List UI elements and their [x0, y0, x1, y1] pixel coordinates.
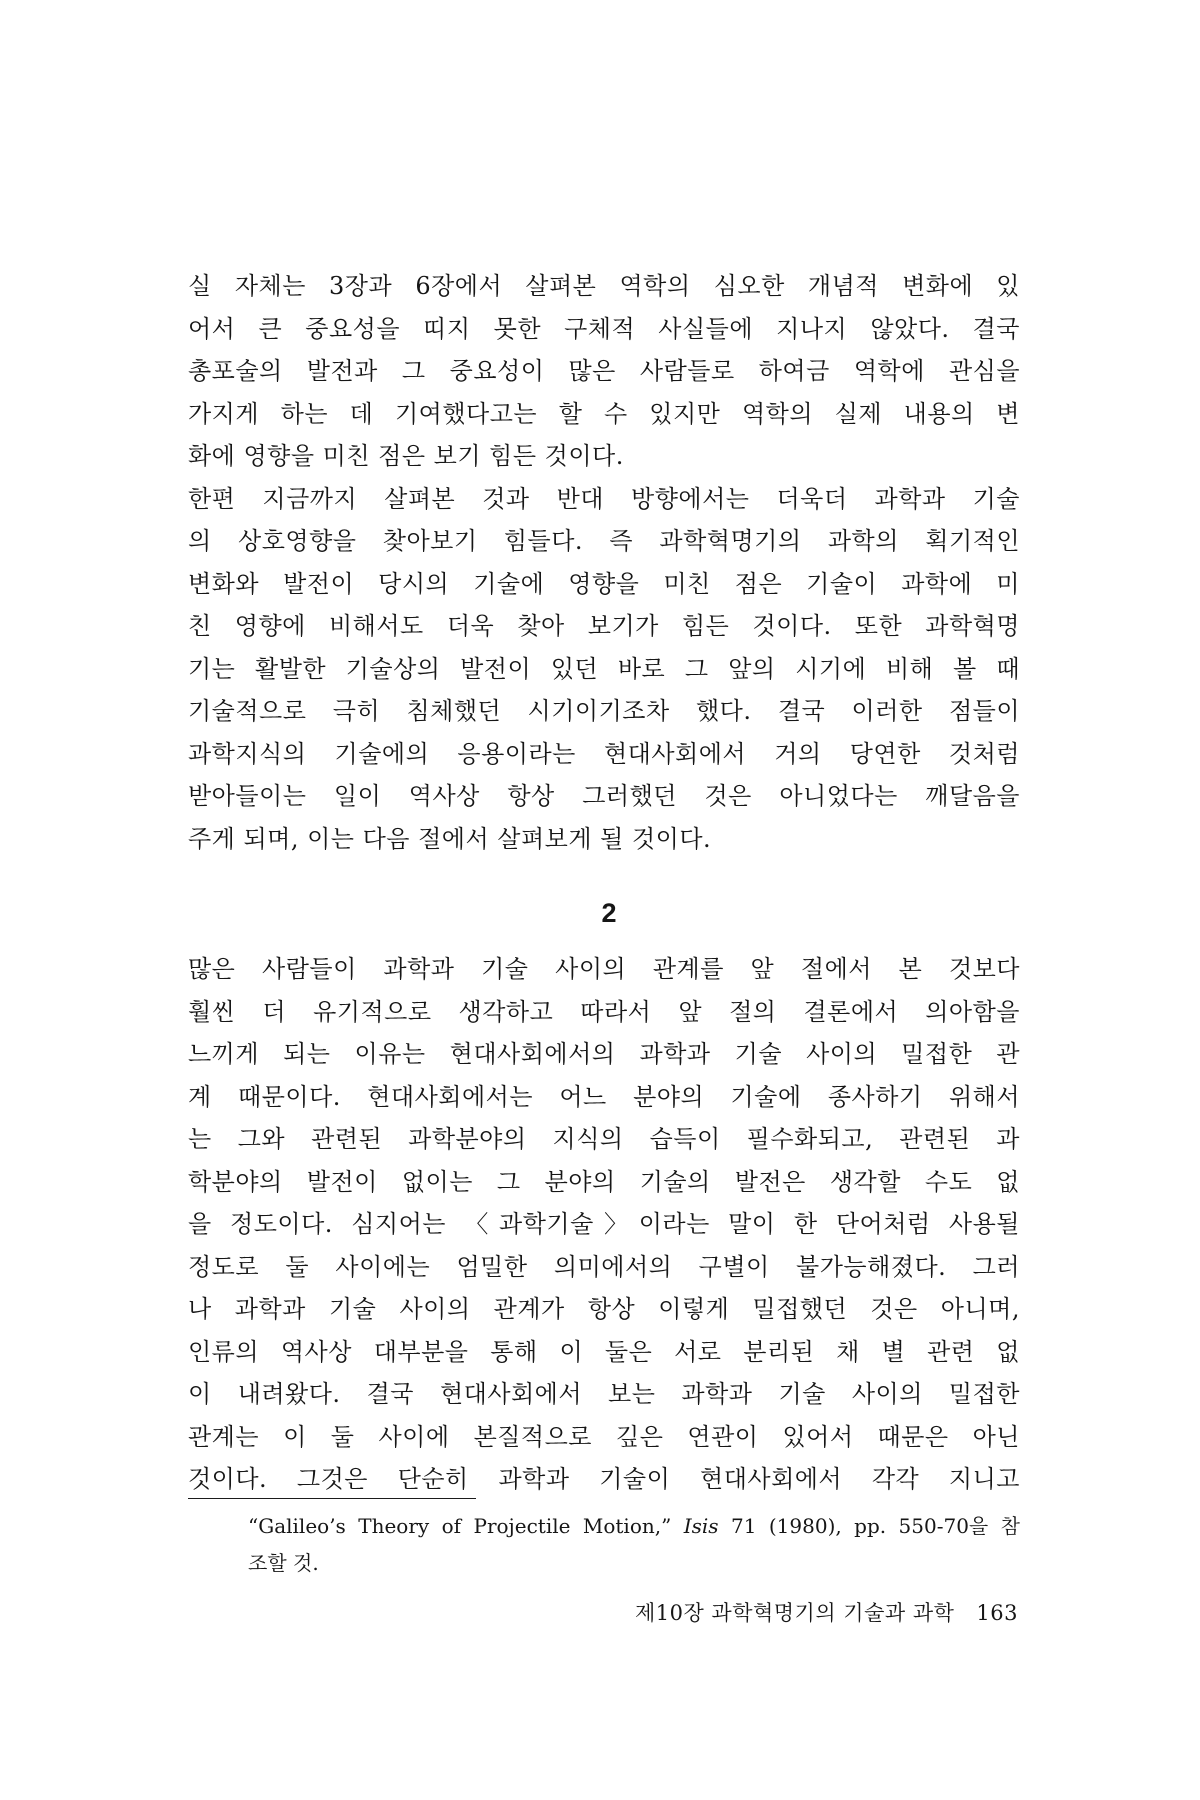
text-line: 정도로 둘 사이에는 엄밀한 의미에서의 구별이 불가능해졌다. 그러	[188, 1252, 1020, 1281]
footnote-divider	[188, 1498, 476, 1499]
text-line: 화에 영향을 미친 점은 보기 힘든 것이다.	[188, 442, 624, 470]
page-number: 163	[976, 1601, 1018, 1625]
running-footer	[540, 1596, 1018, 1630]
footnote	[248, 1508, 1020, 1582]
text-line: 훨씬 더 유기적으로 생각하고 따라서 앞 절의 결론에서 의아함을	[188, 997, 1020, 1026]
text-line: 많은 사람들이 과학과 기술 사이의 관계를 앞 절에서 본 것보다	[188, 955, 1020, 983]
text-line: 실 자체는 3장과 6장에서 살펴본 역학의 심오한 개념적 변화에 있	[188, 272, 1020, 300]
text-line: 친 영향에 비해서도 더욱 찾아 보기가 힘든 것이다. 또한 과학혁명	[188, 612, 1020, 640]
text-line: 변화와 발전이 당시의 기술에 영향을 미친 점은 기술이 과학에 미	[188, 569, 1020, 598]
footnote-citation-end: 71 (1980), pp. 550-70을 참	[718, 1514, 1020, 1538]
section-number: 2	[601, 898, 617, 928]
text-line: 받아들이는 일이 역사상 항상 그러했던 것은 아니었다는 깨달음을	[188, 782, 1020, 810]
text-line: 의 상호영향을 찾아보기 힘들다. 즉 과학혁명기의 과학의 획기적인	[188, 527, 1020, 555]
text-line: 관계는 이 둘 사이에 본질적으로 깊은 연관이 있어서 때문은 아닌	[188, 1422, 1020, 1451]
footnote-line: 조할 것.	[248, 1551, 319, 1575]
text-line: 어서 큰 중요성을 띠지 못한 구체적 사실들에 지나지 않았다. 결국	[188, 314, 1020, 343]
footnote-line	[248, 1508, 1020, 1545]
footnote-journal-title: Isis	[683, 1514, 719, 1538]
text-line: 총포술의 발전과 그 중요성이 많은 사람들로 하여금 역학에 관심을	[188, 357, 1020, 385]
text-line: 나 과학과 기술 사이의 관계가 항상 이렇게 밀접했던 것은 아니며,	[188, 1295, 1020, 1323]
text-line: 이 내려왔다. 결국 현대사회에서 보는 과학과 기술 사이의 밀접한	[188, 1380, 1020, 1408]
text-line: 기는 활발한 기술상의 발전이 있던 바로 그 앞의 시기에 비해 볼 때	[188, 654, 1020, 683]
body-text-section-2	[188, 948, 1020, 1501]
footnote-citation-start: “Galileo’s Theory of Projectile Motion,”	[248, 1514, 684, 1538]
text-line: 과학지식의 기술에의 응용이라는 현대사회에서 거의 당연한 것처럼	[188, 739, 1020, 768]
text-line: 한편 지금까지 살펴본 것과 반대 방향에서는 더욱더 과학과 기술	[188, 484, 1020, 513]
running-head: 제10장 과학혁명기의 기술과 과학	[634, 1601, 955, 1625]
body-text-upper	[188, 265, 1020, 860]
text-line: 계 때문이다. 현대사회에서는 어느 분야의 기술에 종사하기 위해서	[188, 1082, 1020, 1111]
text-line: 학분야의 발전이 없이는 그 분야의 기술의 발전은 생각할 수도 없	[188, 1167, 1020, 1196]
text-line: 을 정도이다. 심지어는 〈과학기술〉이라는 말이 한 단어처럼 사용될	[188, 1210, 1020, 1238]
text-line: 가지게 하는 데 기여했다고는 할 수 있지만 역학의 실제 내용의 변	[188, 399, 1020, 428]
text-line: 것이다. 그것은 단순히 과학과 기술이 현대사회에서 각각 지니고	[188, 1465, 1020, 1493]
text-line: 주게 되며, 이는 다음 절에서 살펴보게 될 것이다.	[188, 824, 712, 853]
text-line: 기술적으로 극히 침체했던 시기이기조차 했다. 결국 이러한 점들이	[188, 697, 1020, 725]
text-line: 느끼게 되는 이유는 현대사회에서의 과학과 기술 사이의 밀접한 관	[188, 1040, 1020, 1068]
text-line: 는 그와 관련된 과학분야의 지식의 습득이 필수화되고, 관련된 과	[188, 1125, 1020, 1153]
text-line: 인류의 역사상 대부분을 통해 이 둘은 서로 분리된 채 별 관련 없	[188, 1337, 1020, 1366]
